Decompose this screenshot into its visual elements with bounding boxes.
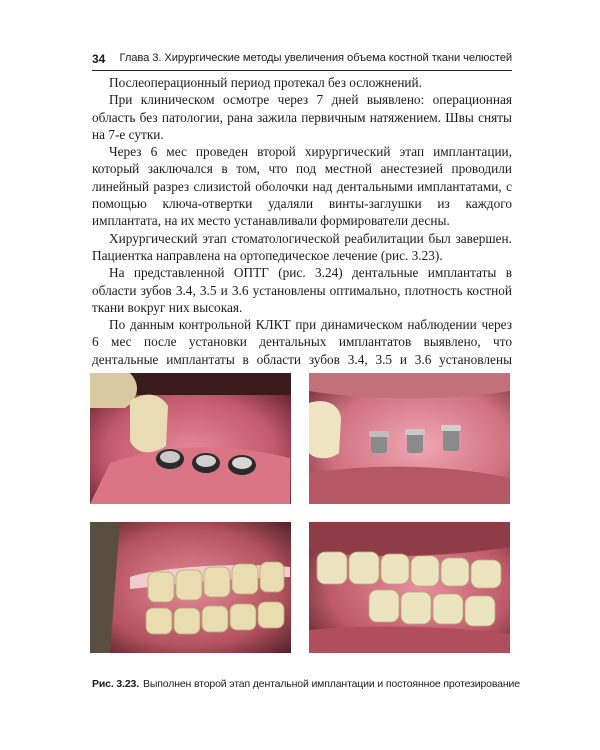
paragraph: Хирургический этап стоматологической реабилитации был завершен. Пациентка направлена на ортопедическое лечение (рис. 3.23). bbox=[92, 230, 512, 263]
figure-caption-label: Рис. 3.23. bbox=[92, 678, 139, 690]
running-head: Глава 3. Хирургические методы увеличения объема костной ткани челюстей bbox=[119, 52, 512, 64]
paragraph: По данным контрольной КЛКТ при динамическом наблюдении через 6 мес после установки дентальных имплантатов выявлено, что дентальные имплантаты в области зубов 3.4, 3.5 и 3.6 установлены bbox=[92, 317, 512, 367]
paragraph: На представленной ОПТГ (рис. 3.24) дентальные имплантаты в области зубов 3.4, 3.5 и 3.6 установлены оптимально, плотность костной ткани вокруг них высокая. bbox=[92, 265, 512, 315]
paragraph: Через 6 мес проведен второй хирургический этап имплантации, который заключался в том, что под местной анестезией проводили линейный разрез слизистой оболочки над дентальными имплантатами, с помощью ключа-отвертки удаляли винты-заглушки из каждого имплантата, на их место устанавливали формирователи десны. bbox=[92, 144, 512, 229]
photo-healing-abutments-side bbox=[90, 373, 291, 504]
body-text bbox=[92, 74, 512, 385]
paragraph: Послеоперационный период протекал без осложнений. bbox=[109, 75, 422, 90]
page-header bbox=[92, 50, 512, 70]
photo-prosthesis-front bbox=[309, 522, 510, 653]
header-rule bbox=[92, 70, 512, 71]
photo-prosthesis-side bbox=[90, 522, 291, 653]
figure-caption bbox=[92, 678, 520, 690]
figure-caption-text: Выполнен второй этап дентальной имплантации и постоянное протезирование bbox=[143, 678, 520, 690]
paragraph: При клиническом осмотре через 7 дней выявлено: операционная область без патологии, рана зажила первичным натяжением. Швы сняты на 7-е сутки. bbox=[92, 92, 512, 142]
page-number: 34 bbox=[92, 52, 106, 66]
photo-healing-abutments-front bbox=[309, 373, 510, 504]
